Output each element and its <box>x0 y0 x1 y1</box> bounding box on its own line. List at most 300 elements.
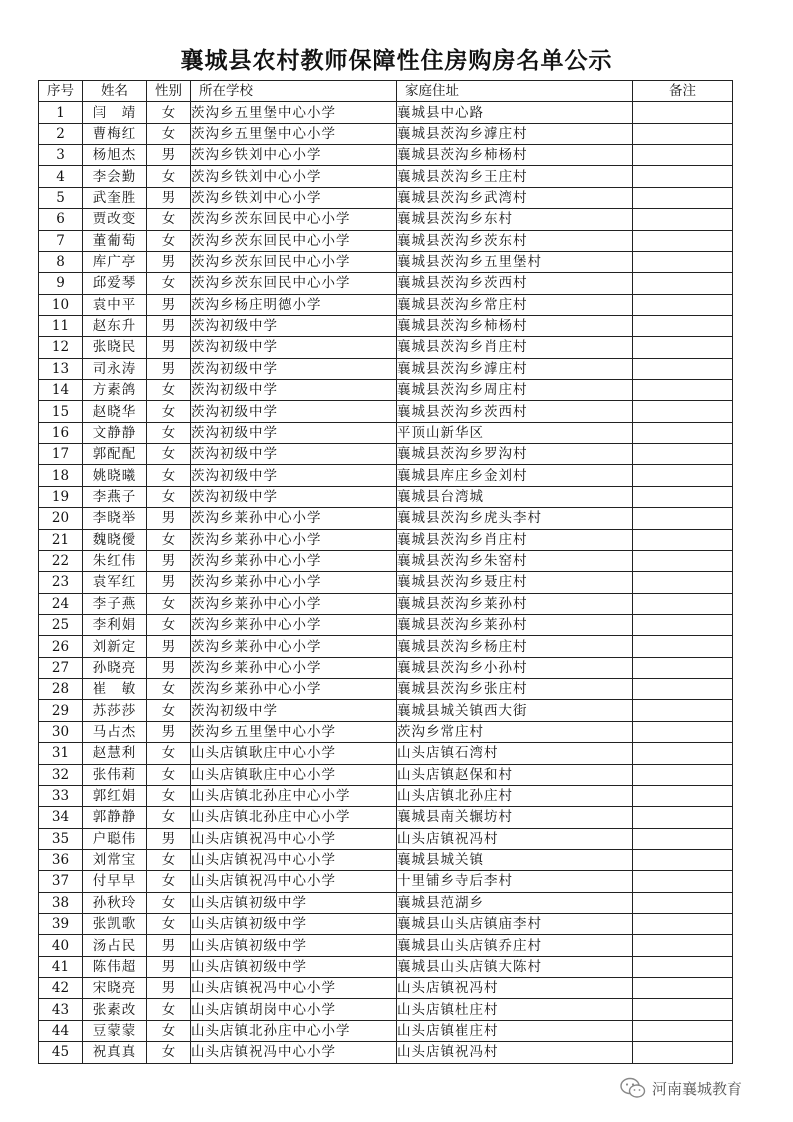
table-row <box>39 145 733 166</box>
row-address: 襄城县茨沟乡东村 <box>397 209 633 230</box>
row-remarks <box>633 508 733 529</box>
row-name: 董葡萄 <box>83 230 147 251</box>
row-school: 茨沟乡杨庄明德小学 <box>191 294 397 315</box>
row-school: 茨沟乡莱孙中心小学 <box>191 550 397 571</box>
row-name: 孙秋玲 <box>83 892 147 913</box>
row-address: 茨沟乡常庄村 <box>397 721 633 742</box>
row-remarks <box>633 721 733 742</box>
row-school: 茨沟乡铁刘中心小学 <box>191 166 397 187</box>
row-index: 20 <box>39 508 83 529</box>
row-gender: 女 <box>147 999 191 1020</box>
row-gender: 男 <box>147 935 191 956</box>
row-gender: 女 <box>147 1042 191 1063</box>
row-name: 杨旭杰 <box>83 145 147 166</box>
row-remarks <box>633 315 733 336</box>
row-name: 刘新定 <box>83 636 147 657</box>
table-row <box>39 593 733 614</box>
row-name: 库广亭 <box>83 251 147 272</box>
row-address: 襄城县茨沟乡茨西村 <box>397 273 633 294</box>
row-address: 襄城县中心路 <box>397 102 633 123</box>
row-index: 25 <box>39 614 83 635</box>
table-row <box>39 123 733 144</box>
header-remarks: 备注 <box>633 81 733 102</box>
row-remarks <box>633 123 733 144</box>
row-index: 8 <box>39 251 83 272</box>
row-address: 山头店镇祝冯村 <box>397 978 633 999</box>
row-school: 山头店镇初级中学 <box>191 956 397 977</box>
row-gender: 男 <box>147 636 191 657</box>
row-name: 宋晓亮 <box>83 978 147 999</box>
table-body <box>39 102 733 1063</box>
row-remarks <box>633 956 733 977</box>
row-index: 2 <box>39 123 83 144</box>
row-name: 崔 敏 <box>83 679 147 700</box>
row-gender: 男 <box>147 828 191 849</box>
row-address: 山头店镇祝冯村 <box>397 828 633 849</box>
row-remarks <box>633 593 733 614</box>
row-index: 23 <box>39 572 83 593</box>
row-name: 袁军红 <box>83 572 147 593</box>
row-name: 张凯歌 <box>83 914 147 935</box>
row-school: 茨沟乡五里堡中心小学 <box>191 721 397 742</box>
row-gender: 女 <box>147 614 191 635</box>
row-index: 31 <box>39 743 83 764</box>
row-gender: 女 <box>147 914 191 935</box>
row-remarks <box>633 187 733 208</box>
table-row <box>39 529 733 550</box>
row-index: 19 <box>39 486 83 507</box>
table-row <box>39 956 733 977</box>
wechat-icon <box>620 1077 646 1099</box>
row-name: 曹梅红 <box>83 123 147 144</box>
row-address: 襄城县茨沟乡肖庄村 <box>397 337 633 358</box>
row-index: 34 <box>39 807 83 828</box>
row-index: 37 <box>39 871 83 892</box>
row-name: 李会勤 <box>83 166 147 187</box>
row-address: 襄城县范湖乡 <box>397 892 633 913</box>
row-school: 山头店镇初级中学 <box>191 935 397 956</box>
row-gender: 女 <box>147 871 191 892</box>
row-remarks <box>633 978 733 999</box>
row-address: 襄城县茨沟乡罗沟村 <box>397 444 633 465</box>
row-remarks <box>633 1042 733 1063</box>
row-gender: 女 <box>147 209 191 230</box>
row-index: 3 <box>39 145 83 166</box>
row-school: 茨沟初级中学 <box>191 358 397 379</box>
row-school: 茨沟初级中学 <box>191 486 397 507</box>
row-index: 24 <box>39 593 83 614</box>
row-remarks <box>633 914 733 935</box>
row-index: 42 <box>39 978 83 999</box>
row-gender: 女 <box>147 380 191 401</box>
row-address: 襄城县山头店镇庙李村 <box>397 914 633 935</box>
row-name: 赵东升 <box>83 315 147 336</box>
row-index: 26 <box>39 636 83 657</box>
row-remarks <box>633 401 733 422</box>
row-school: 茨沟乡五里堡中心小学 <box>191 123 397 144</box>
row-gender: 女 <box>147 1020 191 1041</box>
row-address: 襄城县库庄乡金刘村 <box>397 465 633 486</box>
row-index: 29 <box>39 700 83 721</box>
row-remarks <box>633 871 733 892</box>
row-remarks <box>633 636 733 657</box>
row-remarks <box>633 657 733 678</box>
row-gender: 男 <box>147 251 191 272</box>
row-remarks <box>633 273 733 294</box>
row-index: 22 <box>39 550 83 571</box>
row-gender: 女 <box>147 743 191 764</box>
row-remarks <box>633 1020 733 1041</box>
row-name: 郭静静 <box>83 807 147 828</box>
row-school: 茨沟乡莱孙中心小学 <box>191 593 397 614</box>
row-address: 襄城县茨沟乡莱孙村 <box>397 593 633 614</box>
row-address: 襄城县台湾城 <box>397 486 633 507</box>
row-gender: 女 <box>147 700 191 721</box>
table-row <box>39 614 733 635</box>
table-row <box>39 785 733 806</box>
row-remarks <box>633 935 733 956</box>
row-address: 襄城县茨沟乡莱孙村 <box>397 614 633 635</box>
table-row <box>39 337 733 358</box>
row-index: 13 <box>39 358 83 379</box>
table-row <box>39 209 733 230</box>
row-gender: 女 <box>147 102 191 123</box>
row-name: 郭配配 <box>83 444 147 465</box>
row-address: 襄城县茨沟乡柿杨村 <box>397 315 633 336</box>
row-address: 襄城县茨沟乡周庄村 <box>397 380 633 401</box>
table-row <box>39 871 733 892</box>
row-school: 茨沟乡茨东回民中心小学 <box>191 230 397 251</box>
row-index: 40 <box>39 935 83 956</box>
row-remarks <box>633 679 733 700</box>
row-index: 18 <box>39 465 83 486</box>
row-name: 贾改变 <box>83 209 147 230</box>
row-remarks <box>633 828 733 849</box>
row-remarks <box>633 444 733 465</box>
row-gender: 男 <box>147 187 191 208</box>
header-school: 所在学校 <box>191 81 397 102</box>
row-address: 襄城县茨沟乡朱窑村 <box>397 550 633 571</box>
row-gender: 男 <box>147 358 191 379</box>
row-name: 李燕子 <box>83 486 147 507</box>
table-row <box>39 914 733 935</box>
row-remarks <box>633 807 733 828</box>
row-address: 襄城县茨沟乡张庄村 <box>397 679 633 700</box>
table-row <box>39 764 733 785</box>
table-row <box>39 679 733 700</box>
row-name: 赵晓华 <box>83 401 147 422</box>
row-index: 14 <box>39 380 83 401</box>
row-name: 张晓民 <box>83 337 147 358</box>
row-school: 茨沟初级中学 <box>191 337 397 358</box>
table-row <box>39 358 733 379</box>
table-row <box>39 273 733 294</box>
row-index: 28 <box>39 679 83 700</box>
table-row <box>39 166 733 187</box>
row-index: 27 <box>39 657 83 678</box>
row-name: 闫 靖 <box>83 102 147 123</box>
row-gender: 男 <box>147 337 191 358</box>
row-address: 襄城县茨沟乡王庄村 <box>397 166 633 187</box>
row-name: 张素改 <box>83 999 147 1020</box>
row-gender: 男 <box>147 145 191 166</box>
row-name: 郭红娟 <box>83 785 147 806</box>
row-name: 李晓举 <box>83 508 147 529</box>
row-address: 山头店镇祝冯村 <box>397 1042 633 1063</box>
row-name: 方素鸽 <box>83 380 147 401</box>
row-remarks <box>633 764 733 785</box>
row-gender: 女 <box>147 892 191 913</box>
table-row <box>39 807 733 828</box>
row-address: 襄城县南关辗坊村 <box>397 807 633 828</box>
row-gender: 男 <box>147 572 191 593</box>
row-school: 山头店镇北孙庄中心小学 <box>191 785 397 806</box>
row-address: 襄城县茨沟乡茨西村 <box>397 401 633 422</box>
row-index: 45 <box>39 1042 83 1063</box>
row-name: 赵慧利 <box>83 743 147 764</box>
row-address: 襄城县茨沟乡肖庄村 <box>397 529 633 550</box>
row-index: 17 <box>39 444 83 465</box>
row-remarks <box>633 999 733 1020</box>
row-school: 山头店镇祝冯中心小学 <box>191 828 397 849</box>
table-row <box>39 657 733 678</box>
table-row <box>39 999 733 1020</box>
row-gender: 女 <box>147 401 191 422</box>
row-index: 44 <box>39 1020 83 1041</box>
row-remarks <box>633 743 733 764</box>
row-remarks <box>633 294 733 315</box>
row-gender: 女 <box>147 465 191 486</box>
table-row <box>39 251 733 272</box>
row-name: 刘常宝 <box>83 849 147 870</box>
row-gender: 女 <box>147 849 191 870</box>
table-row <box>39 892 733 913</box>
table-row <box>39 849 733 870</box>
row-address: 平顶山新华区 <box>397 422 633 443</box>
row-address: 襄城县茨沟乡茨东村 <box>397 230 633 251</box>
row-gender: 女 <box>147 807 191 828</box>
row-remarks <box>633 892 733 913</box>
row-gender: 男 <box>147 721 191 742</box>
row-index: 38 <box>39 892 83 913</box>
row-remarks <box>633 849 733 870</box>
table-row <box>39 508 733 529</box>
row-address: 襄城县山头店镇大陈村 <box>397 956 633 977</box>
table-row <box>39 828 733 849</box>
table-row <box>39 978 733 999</box>
row-address: 襄城县茨沟乡滹庄村 <box>397 123 633 144</box>
row-remarks <box>633 700 733 721</box>
row-remarks <box>633 166 733 187</box>
row-gender: 男 <box>147 508 191 529</box>
row-gender: 女 <box>147 166 191 187</box>
row-address: 十里铺乡寺后李村 <box>397 871 633 892</box>
row-name: 姚晓曦 <box>83 465 147 486</box>
watermark <box>620 1075 742 1101</box>
row-gender: 男 <box>147 956 191 977</box>
row-school: 山头店镇祝冯中心小学 <box>191 1042 397 1063</box>
row-school: 山头店镇耿庄中心小学 <box>191 743 397 764</box>
row-school: 茨沟初级中学 <box>191 444 397 465</box>
table-row <box>39 422 733 443</box>
row-school: 山头店镇胡岗中心小学 <box>191 999 397 1020</box>
row-name: 武奎胜 <box>83 187 147 208</box>
table-row <box>39 102 733 123</box>
row-address: 襄城县茨沟乡柿杨村 <box>397 145 633 166</box>
row-index: 11 <box>39 315 83 336</box>
row-school: 茨沟初级中学 <box>191 422 397 443</box>
row-name: 魏晓僾 <box>83 529 147 550</box>
row-index: 4 <box>39 166 83 187</box>
table-row <box>39 486 733 507</box>
row-remarks <box>633 550 733 571</box>
row-index: 10 <box>39 294 83 315</box>
row-remarks <box>633 102 733 123</box>
row-gender: 女 <box>147 529 191 550</box>
row-name: 付早早 <box>83 871 147 892</box>
row-school: 茨沟乡莱孙中心小学 <box>191 572 397 593</box>
row-address: 襄城县茨沟乡常庄村 <box>397 294 633 315</box>
row-name: 陈伟超 <box>83 956 147 977</box>
row-name: 马占杰 <box>83 721 147 742</box>
row-school: 山头店镇北孙庄中心小学 <box>191 1020 397 1041</box>
row-remarks <box>633 465 733 486</box>
row-remarks <box>633 209 733 230</box>
row-gender: 女 <box>147 422 191 443</box>
table-row <box>39 465 733 486</box>
row-gender: 女 <box>147 679 191 700</box>
row-remarks <box>633 337 733 358</box>
table-header-row <box>39 81 733 102</box>
row-address: 襄城县茨沟乡武湾村 <box>397 187 633 208</box>
table-row <box>39 294 733 315</box>
table-row <box>39 230 733 251</box>
row-index: 5 <box>39 187 83 208</box>
row-school: 茨沟乡茨东回民中心小学 <box>191 209 397 230</box>
row-name: 李子燕 <box>83 593 147 614</box>
row-address: 襄城县茨沟乡小孙村 <box>397 657 633 678</box>
header-index: 序号 <box>39 81 83 102</box>
row-index: 15 <box>39 401 83 422</box>
row-name: 户聪伟 <box>83 828 147 849</box>
row-school: 茨沟乡茨东回民中心小学 <box>191 273 397 294</box>
row-gender: 女 <box>147 593 191 614</box>
watermark-text: 河南襄城教育 <box>652 1079 743 1098</box>
row-index: 33 <box>39 785 83 806</box>
row-school: 茨沟乡铁刘中心小学 <box>191 187 397 208</box>
row-school: 茨沟乡茨东回民中心小学 <box>191 251 397 272</box>
row-gender: 男 <box>147 978 191 999</box>
row-name: 汤占民 <box>83 935 147 956</box>
row-name: 文静静 <box>83 422 147 443</box>
row-address: 襄城县茨沟乡虎头李村 <box>397 508 633 529</box>
row-school: 茨沟乡莱孙中心小学 <box>191 508 397 529</box>
row-name: 孙晓亮 <box>83 657 147 678</box>
row-name: 祝真真 <box>83 1042 147 1063</box>
row-gender: 男 <box>147 550 191 571</box>
row-remarks <box>633 380 733 401</box>
row-index: 41 <box>39 956 83 977</box>
table-row <box>39 743 733 764</box>
row-school: 茨沟乡莱孙中心小学 <box>191 529 397 550</box>
row-index: 43 <box>39 999 83 1020</box>
row-school: 茨沟乡莱孙中心小学 <box>191 657 397 678</box>
row-name: 张伟莉 <box>83 764 147 785</box>
row-address: 襄城县城关镇 <box>397 849 633 870</box>
row-school: 山头店镇祝冯中心小学 <box>191 871 397 892</box>
row-school: 茨沟乡莱孙中心小学 <box>191 614 397 635</box>
table-row <box>39 636 733 657</box>
row-gender: 女 <box>147 273 191 294</box>
row-index: 35 <box>39 828 83 849</box>
table-row <box>39 444 733 465</box>
row-address: 山头店镇赵保和村 <box>397 764 633 785</box>
table-row <box>39 401 733 422</box>
table-row <box>39 380 733 401</box>
row-name: 豆蒙蒙 <box>83 1020 147 1041</box>
row-index: 30 <box>39 721 83 742</box>
row-index: 12 <box>39 337 83 358</box>
row-address: 襄城县茨沟乡五里堡村 <box>397 251 633 272</box>
row-address: 襄城县茨沟乡滹庄村 <box>397 358 633 379</box>
row-gender: 男 <box>147 657 191 678</box>
row-name: 司永涛 <box>83 358 147 379</box>
header-name: 姓名 <box>83 81 147 102</box>
row-school: 茨沟乡莱孙中心小学 <box>191 679 397 700</box>
row-gender: 女 <box>147 123 191 144</box>
row-address: 山头店镇石湾村 <box>397 743 633 764</box>
row-name: 邱爱琴 <box>83 273 147 294</box>
row-gender: 女 <box>147 444 191 465</box>
header-gender: 性别 <box>147 81 191 102</box>
table-row <box>39 187 733 208</box>
row-address: 襄城县城关镇西大街 <box>397 700 633 721</box>
row-name: 苏莎莎 <box>83 700 147 721</box>
row-address: 山头店镇崔庄村 <box>397 1020 633 1041</box>
table-row <box>39 1042 733 1063</box>
page-title: 襄城县农村教师保障性住房购房名单公示 <box>180 48 613 74</box>
header-address: 家庭住址 <box>397 81 633 102</box>
row-index: 32 <box>39 764 83 785</box>
table-row <box>39 935 733 956</box>
row-index: 6 <box>39 209 83 230</box>
row-school: 茨沟初级中学 <box>191 401 397 422</box>
row-index: 36 <box>39 849 83 870</box>
table-row <box>39 572 733 593</box>
row-school: 茨沟初级中学 <box>191 465 397 486</box>
row-school: 山头店镇初级中学 <box>191 914 397 935</box>
row-remarks <box>633 422 733 443</box>
row-school: 茨沟乡莱孙中心小学 <box>191 636 397 657</box>
row-gender: 女 <box>147 230 191 251</box>
row-index: 16 <box>39 422 83 443</box>
row-remarks <box>633 572 733 593</box>
row-school: 山头店镇初级中学 <box>191 892 397 913</box>
row-remarks <box>633 251 733 272</box>
row-school: 茨沟乡铁刘中心小学 <box>191 145 397 166</box>
row-index: 21 <box>39 529 83 550</box>
row-remarks <box>633 529 733 550</box>
row-index: 1 <box>39 102 83 123</box>
row-index: 9 <box>39 273 83 294</box>
row-address: 襄城县山头店镇乔庄村 <box>397 935 633 956</box>
row-gender: 女 <box>147 764 191 785</box>
table-row <box>39 700 733 721</box>
row-gender: 女 <box>147 785 191 806</box>
row-name: 李利娟 <box>83 614 147 635</box>
roster-table <box>38 80 733 1064</box>
row-school: 山头店镇耿庄中心小学 <box>191 764 397 785</box>
